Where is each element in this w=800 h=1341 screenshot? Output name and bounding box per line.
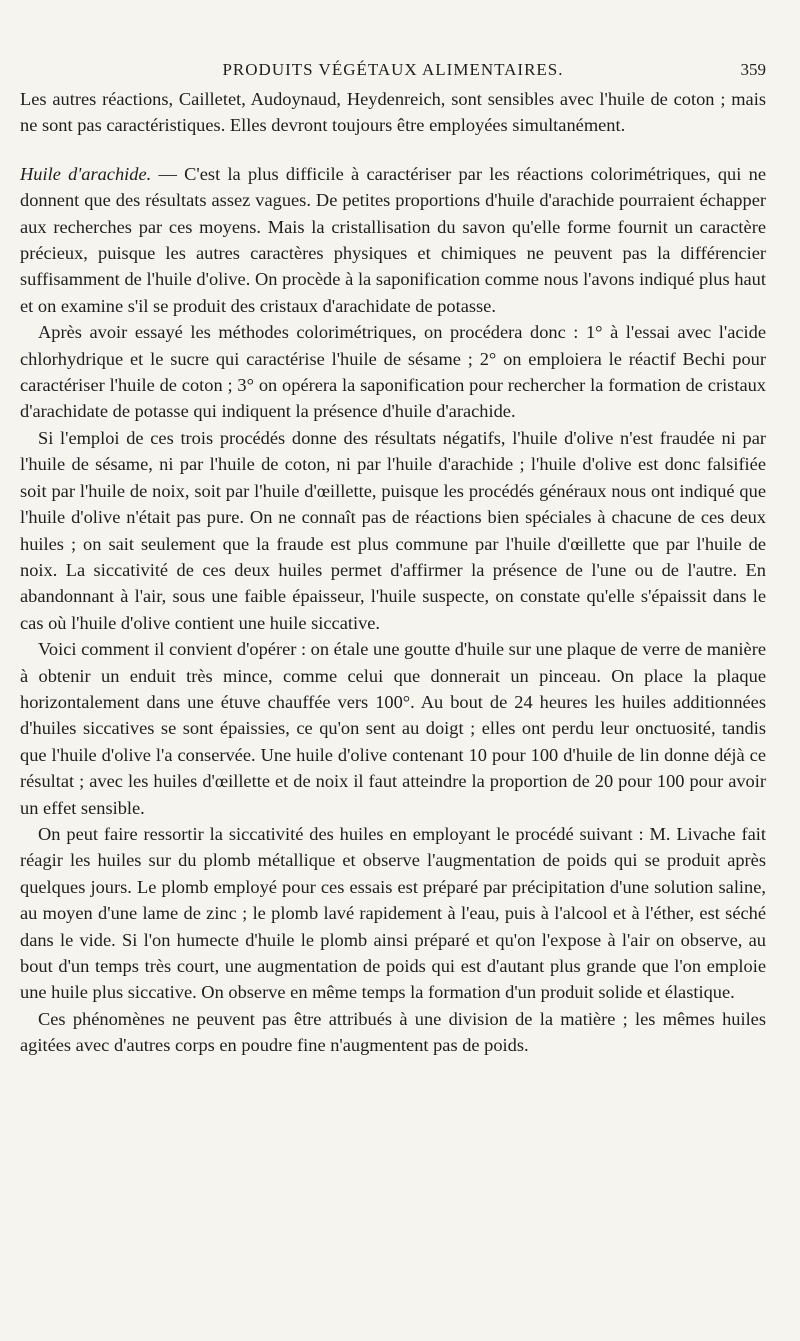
paragraph-6 bbox=[20, 821, 766, 1006]
section-title: Huile d'arachide. bbox=[20, 163, 152, 184]
paragraph-4 bbox=[20, 425, 766, 636]
page-number: 359 bbox=[740, 60, 766, 79]
paragraph-text: Les autres réactions, Cailletet, Audoynaud, Heydenreich, sont sensibles avec l'huile de coton ; mais ne sont pas caractéristiques. Elles devront toujours être employées simultanément. bbox=[20, 89, 766, 136]
body-text bbox=[20, 86, 766, 1059]
paragraph-1 bbox=[20, 86, 766, 139]
paragraph-text: Après avoir essayé les méthodes colorimétriques, on procédera donc : 1° à l'essai avec l'acide chlorhydrique et le sucre qui caractérise l'huile de sésame ; 2° on emploiera le réactif Bechi pour caractériser l'huile de coton ; 3° on opérera la saponification pour rechercher la formation de cristaux d'arachidate de potasse qui indiquent la présence d'huile d'arachide. bbox=[20, 322, 766, 422]
paragraph-text: Voici comment il convient d'opérer : on étale une goutte d'huile sur une plaque de verre de manière à obtenir un enduit très mince, comme celui que donnerait un pinceau. On place la plaque horizontalement dans une étuve chauffée vers 100°. Au bout de 24 heures les huiles additionnées d'huiles siccatives se sont épaissies, ce qu'on sent au doigt ; elles ont perdu leur onctuosité, tandis que l'huile d'olive l'a conservée. Une huile d'olive contenant 10 pour 100 d'huile de lin donne déjà ce résultat ; avec les huiles d'œillette et de noix il faut atteindre la proportion de 20 pour 100 pour avoir un effet sensible. bbox=[20, 639, 766, 818]
paragraph-text: Si l'emploi de ces trois procédés donne des résultats négatifs, l'huile d'olive n'est fraudée ni par l'huile de sésame, ni par l'huile de coton, ni par l'huile d'arachide ; l'huile d'olive est donc falsifiée soit par l'huile de noix, soit par l'huile d'œillette, puisque les procédés généraux nous ont indiqué que l'huile d'olive n'était pas pure. On ne connaît pas de réactions bien spéciales à chacune de ces deux huiles ; on sait seulement que la fraude est plus commune par l'huile d'œillette que par l'huile de noix. La siccativité de ces deux huiles permet d'affirmer la présence de l'une ou de l'autre. En abandonnant à l'air, sous une faible épaisseur, l'huile suspecte, on constate qu'elle s'épaissit dans le cas où l'huile d'olive contient une huile siccative. bbox=[20, 427, 766, 633]
paragraph-3 bbox=[20, 319, 766, 425]
running-title: PRODUITS VÉGÉTAUX ALIMENTAIRES. bbox=[222, 60, 564, 79]
paragraph-huile-d-arachide bbox=[20, 161, 766, 319]
page-header bbox=[20, 56, 766, 86]
paragraph-text: — C'est la plus difficile à caractériser par les réactions colorimétriques, qui ne donnent que des résultats assez vagues. De petites proportions d'huile d'arachide pourraient échapper aux recherches par ces moyens. Mais la cristallisation du savon qu'elle forme fournit un caractère précieux, puisque les autres caractères physiques et chimiques ne peuvent pas la différencier suffisamment de l'huile d'olive. On procède à la saponification comme nous l'avons indiqué plus haut et on examine s'il se produit des cristaux d'arachidate de potasse. bbox=[20, 163, 766, 316]
paragraph-5 bbox=[20, 636, 766, 821]
paragraph-7 bbox=[20, 1006, 766, 1059]
book-page bbox=[20, 56, 766, 1059]
paragraph-text: Ces phénomènes ne peuvent pas être attribués à une division de la matière ; les mêmes huiles agitées avec d'autres corps en poudre fine n'augmentent pas de poids. bbox=[20, 1008, 766, 1056]
paragraph-text: On peut faire ressortir la siccativité des huiles en employant le procédé suivant : M. Livache fait réagir les huiles sur du plomb métallique et observe l'augmentation de poids qui se produit après quelques jours. Le plomb employé pour ces essais est préparé par précipitation d'une solution saline, au moyen d'une lame de zinc ; le plomb lavé rapidement à l'eau, puis à l'alcool et à l'éther, est séché dans le vide. Si l'on humecte d'huile le plomb ainsi préparé et qu'on l'expose à l'air on observe, au bout d'un temps très court, une augmentation de poids qui est d'autant plus grande que l'on emploie une huile plus siccative. On observe en même temps la formation d'un produit solide et élastique. bbox=[20, 823, 766, 1003]
